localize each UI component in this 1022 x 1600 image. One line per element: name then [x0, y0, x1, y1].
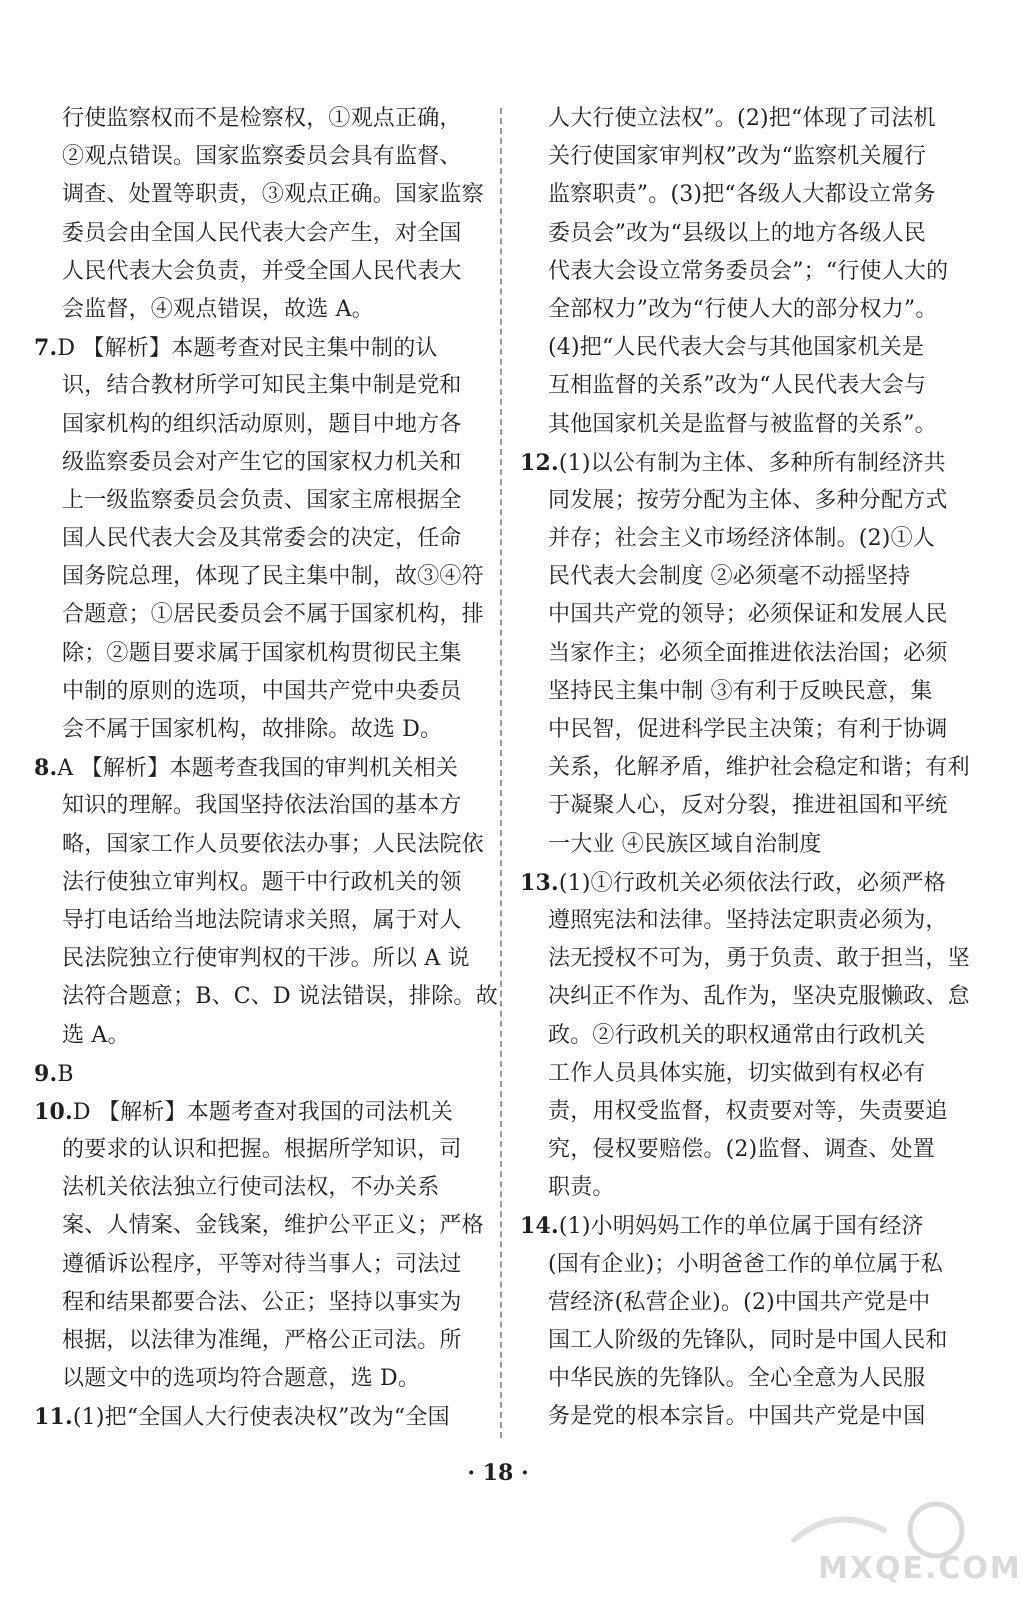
watermark-url: MXQE.COM — [818, 1551, 1022, 1586]
right-line — [520, 1017, 972, 1055]
line-text: (1)以公有制为主体、多种所有制经济共 — [558, 450, 946, 476]
question-number: 8. — [34, 755, 58, 782]
left-line — [34, 138, 484, 176]
line-text: 根据，以法律为准绳，严格公正司法。所 — [62, 1328, 462, 1353]
right-line — [520, 902, 972, 940]
line-text: 合题意；①居民委员会不属于国家机构，排 — [62, 602, 484, 628]
line-text: 坚持民主集中制 ③有利于反映民意，集 — [548, 678, 933, 704]
line-text: 识，结合教材所学可知民主集中制是党和 — [62, 373, 462, 399]
line-text: 关行使国家审判权”改为“监察机关履行 — [548, 144, 927, 170]
right-line — [520, 253, 972, 291]
line-text: 营经济(私营企业)。(2)中国共产党是中 — [548, 1289, 931, 1315]
left-line — [34, 1131, 484, 1169]
left-line — [34, 253, 484, 291]
question-number: 9. — [34, 1060, 58, 1087]
line-text: 监察职责”。(3)把“各级人大都设立常务 — [548, 182, 936, 208]
right-line — [520, 406, 972, 444]
left-line — [34, 406, 484, 444]
line-text: 中民智，促进科学民主决策；有利于协调 — [548, 717, 948, 742]
line-text: 关系，化解矛盾，维护社会稳定和谐；有利 — [548, 755, 970, 781]
left-line — [34, 291, 484, 329]
left-line — [34, 596, 484, 634]
left-line — [34, 1017, 484, 1055]
right-line — [520, 940, 972, 978]
left-line — [34, 520, 484, 558]
line-text: 其他国家机关是监督与被监督的关系”。 — [548, 411, 937, 437]
line-text: 略，国家工作人员要依法办事；人民法院依 — [62, 831, 484, 857]
line-text: 级监察委员会对产生它的国家权力机关和 — [62, 449, 462, 475]
line-text: ②观点错误。国家监察委员会具有监督、 — [62, 144, 462, 170]
left-line — [34, 1207, 484, 1245]
left-line — [34, 711, 484, 749]
line-text: 导打电话给当地法院请求关照，属于对人 — [62, 907, 462, 933]
line-text: 全部权力”改为“行使人大的部分权力”。 — [548, 296, 938, 322]
line-text: 国家机构的组织活动原则，题目中地方各 — [62, 411, 462, 437]
watermark-logo — [774, 1500, 1022, 1590]
left-line — [34, 1169, 484, 1207]
left-line — [34, 1246, 484, 1284]
left-line — [34, 1284, 484, 1322]
left-line — [34, 1055, 484, 1093]
line-text: 行使监察权而不是检察权，①观点正确， — [62, 106, 462, 131]
line-text: 民法院独立行使审判权的干涉。所以 A 说 — [62, 946, 470, 972]
line-text: 于凝聚人心，反对分裂，推进祖国和平统 — [548, 793, 948, 819]
line-text: 责，用权受监督，权责要对等，失责要追 — [548, 1098, 948, 1124]
right-line — [520, 749, 972, 787]
line-text: 上一级监察委员会负责、国家主席根据全 — [62, 487, 462, 513]
line-text: 当家作主；必须全面推进依法治国；必须 — [548, 640, 948, 666]
right-line — [520, 291, 972, 329]
right-line — [520, 1322, 972, 1360]
right-line — [520, 826, 972, 864]
right-line — [520, 558, 972, 596]
line-text: 程和结果都要合法、公正；坚持以事实为 — [62, 1289, 462, 1315]
left-line — [34, 673, 484, 711]
right-line — [520, 864, 972, 902]
line-text: 除；②题目要求属于国家机构贯彻民主集 — [62, 640, 462, 666]
right-column — [520, 100, 972, 1437]
line-text: 人民代表大会负责，并受全国人民代表大 — [62, 258, 462, 284]
left-line — [34, 826, 484, 864]
right-line — [520, 520, 972, 558]
line-text: 务是党的根本宗旨。中国共产党是中国 — [548, 1404, 926, 1430]
left-line — [34, 1360, 484, 1398]
line-text: (1)小明妈妈工作的单位属于国有经济 — [558, 1214, 924, 1240]
right-line — [520, 176, 972, 214]
left-line — [34, 978, 498, 1016]
line-text: 选 A。 — [62, 1022, 130, 1048]
line-text: 案、人情案、金钱案，维护公平正义；严格 — [62, 1213, 484, 1239]
line-text: D 【解析】本题考查对民主集中制的认 — [57, 336, 438, 362]
line-text: 并存；社会主义市场经济体制。(2)①人 — [548, 526, 935, 552]
right-line — [520, 1246, 972, 1284]
left-line — [34, 100, 484, 138]
question-number: 12. — [520, 449, 559, 476]
right-line — [520, 1398, 972, 1436]
question-number: 14. — [520, 1213, 559, 1240]
page-number: · 18 · — [467, 1460, 529, 1486]
right-line — [520, 596, 972, 634]
left-line — [34, 749, 484, 787]
left-line — [34, 1398, 484, 1436]
left-line — [34, 940, 484, 978]
line-text: 中国共产党的领导；必须保证和发展人民 — [548, 602, 948, 628]
line-text: 中制的原则的选项，中国共产党中央委员 — [62, 678, 462, 704]
line-text: 法行使独立审判权。题干中行政机关的领 — [62, 869, 462, 895]
line-text: (国有企业)；小明爸爸工作的单位属于私 — [548, 1251, 943, 1277]
right-line — [520, 711, 972, 749]
line-text: 委员会”改为“县级以上的地方各级人民 — [548, 220, 927, 246]
left-line — [34, 1093, 484, 1131]
left-line — [34, 176, 484, 214]
right-line — [520, 673, 972, 711]
line-text: 政。②行政机关的职权通常由行政机关 — [548, 1022, 926, 1048]
right-line — [520, 329, 972, 367]
line-text: (1)把“全国人大行使表决权”改为“全国 — [72, 1405, 450, 1431]
line-text: 委员会由全国人民代表大会产生，对全国 — [62, 220, 462, 246]
line-text: 职责。 — [548, 1175, 615, 1201]
right-line — [520, 1131, 972, 1169]
line-text: 以题文中的选项均符合题意，选 D。 — [62, 1366, 421, 1392]
left-column — [34, 100, 498, 1437]
line-text: 调查、处置等职责，③观点正确。国家监察 — [62, 182, 484, 208]
line-text: D 【解析】本题考查对我国的司法机关 — [72, 1099, 454, 1125]
line-text: 民代表大会制度 ②必须毫不动摇坚持 — [548, 564, 911, 590]
right-line — [520, 1284, 972, 1322]
right-line — [520, 1207, 972, 1245]
right-line — [520, 1093, 972, 1131]
line-text: (1)①行政机关必须依法行政，必须严格 — [558, 870, 946, 896]
left-line — [34, 444, 484, 482]
column-divider — [500, 108, 502, 1438]
line-text: B — [57, 1061, 74, 1087]
right-line — [520, 1360, 972, 1398]
right-line — [520, 787, 972, 825]
line-text: 互相监督的关系”改为“人民代表大会与 — [548, 373, 927, 399]
left-line — [34, 864, 484, 902]
right-line — [520, 1169, 972, 1207]
right-line — [520, 215, 972, 253]
line-text: (4)把“人民代表大会与其他国家机关是 — [548, 335, 925, 361]
left-line — [34, 635, 484, 673]
line-text: 知识的理解。我国坚持依法治国的基本方 — [62, 793, 462, 819]
line-text: 国工人阶级的先锋队，同时是中国人民和 — [548, 1328, 948, 1353]
left-line — [34, 215, 484, 253]
line-text: A 【解析】本题考查我国的审判机关相关 — [57, 756, 459, 782]
left-line — [34, 482, 484, 520]
line-text: 决纠正不作为、乱作为，坚决克服懒政、怠 — [548, 984, 970, 1010]
line-text: 一大业 ④民族区域自治制度 — [548, 831, 822, 857]
line-text: 法机关依法独立行使司法权，不办关系 — [62, 1175, 440, 1201]
right-line — [520, 978, 972, 1016]
line-text: 法符合题意；B、C、D 说法错误，排除。故 — [62, 984, 498, 1010]
left-line — [34, 329, 484, 367]
line-text: 同发展；按劳分配为主体、多种分配方式 — [548, 487, 948, 513]
right-line — [520, 100, 972, 138]
line-text: 遵循诉讼程序，平等对待当事人；司法过 — [62, 1251, 462, 1277]
line-text: 国务院总理，体现了民主集中制，故③④符 — [62, 564, 484, 590]
question-number: 11. — [34, 1404, 73, 1431]
right-line — [520, 1055, 972, 1093]
line-text: 国人民代表大会及其常委会的决定，任命 — [62, 526, 462, 552]
line-text: 会不属于国家机构，故排除。故选 D。 — [62, 717, 443, 742]
question-number: 13. — [520, 869, 559, 896]
line-text: 中华民族的先锋队。全心全意为人民服 — [548, 1366, 926, 1392]
left-line — [34, 558, 484, 596]
line-text: 法无授权不可为，勇于负责、敢于担当，坚 — [548, 946, 970, 972]
left-line — [34, 1322, 484, 1360]
right-line — [520, 482, 972, 520]
left-line — [34, 787, 484, 825]
line-text: 遵照宪法和法律。坚持法定职责必须为， — [548, 907, 948, 933]
right-line — [520, 138, 972, 176]
line-text: 人大行使立法权”。(2)把“体现了司法机 — [548, 106, 936, 131]
question-number: 10. — [34, 1098, 73, 1125]
right-line — [520, 367, 972, 405]
line-text: 究，侵权要赔偿。(2)监督、调查、处置 — [548, 1137, 935, 1163]
line-text: 会监督，④观点错误，故选 A。 — [62, 296, 374, 322]
right-line — [520, 444, 972, 482]
question-number: 7. — [34, 335, 58, 362]
line-text: 工作人员具体实施，切实做到有权必有 — [548, 1060, 926, 1086]
line-text: 的要求的认识和把握。根据所学知识，司 — [62, 1137, 462, 1163]
left-line — [34, 367, 484, 405]
left-line — [34, 902, 484, 940]
right-line — [520, 635, 972, 673]
line-text: 代表大会设立常务委员会”；“行使人大的 — [548, 258, 949, 284]
